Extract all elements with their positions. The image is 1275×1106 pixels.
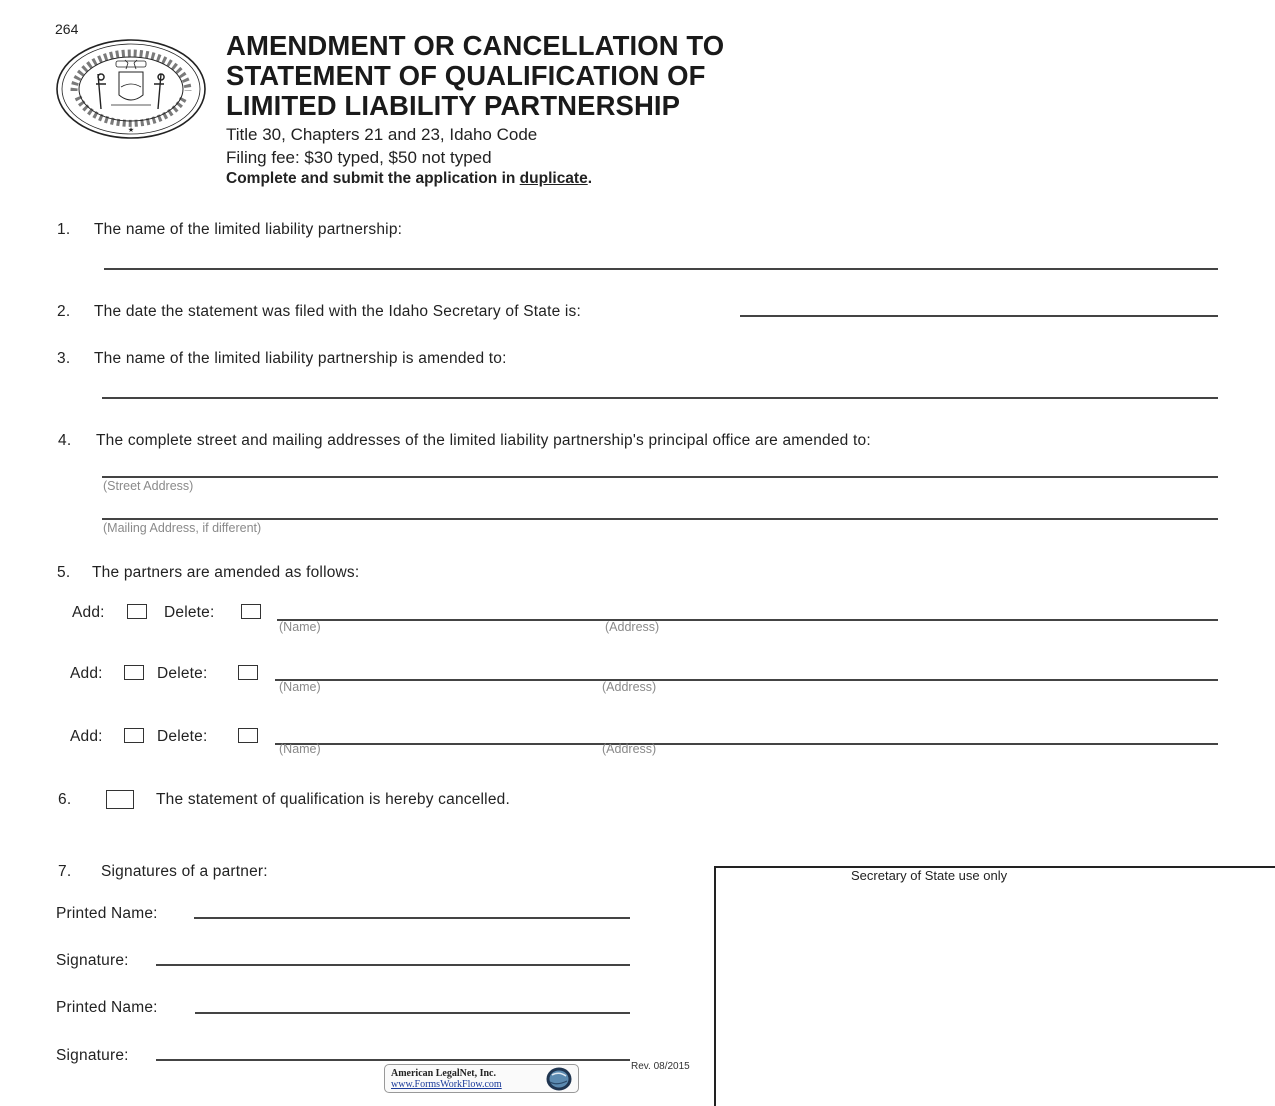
filing-date-field[interactable]	[740, 297, 1222, 317]
printed-name-label: Printed Name:	[56, 905, 158, 922]
delete-label: Delete:	[164, 604, 215, 621]
partner-underline	[275, 679, 1218, 681]
llp-name-underline	[104, 268, 1218, 270]
form-number: 264	[55, 21, 79, 37]
q6-number: 6.	[58, 791, 72, 808]
partner-underline	[277, 619, 1218, 621]
partner-underline	[275, 743, 1218, 745]
printed-name-underline	[195, 1012, 630, 1014]
vendor-link[interactable]: www.FormsWorkFlow.com	[391, 1079, 502, 1090]
duplicate-emphasis: duplicate	[519, 170, 588, 187]
title-line: AMENDMENT OR CANCELLATION TO	[226, 30, 725, 61]
idaho-state-seal	[56, 39, 207, 140]
q2-number: 2.	[57, 303, 71, 320]
q3-number: 3.	[57, 350, 71, 367]
printed-name-underline	[194, 917, 630, 919]
globe-icon	[540, 1067, 574, 1091]
filing-fee: Filing fee: $30 typed, $50 not typed	[226, 148, 492, 167]
delete-label: Delete:	[157, 728, 208, 745]
name-hint: (Name)	[279, 620, 321, 634]
delete-label: Delete:	[157, 665, 208, 682]
address-hint: (Address)	[602, 742, 657, 756]
signature-underline	[156, 964, 630, 966]
add-label: Add:	[70, 665, 103, 682]
partner-name-address-field[interactable]	[275, 725, 1222, 745]
submission-instruction: Complete and submit the application in duplicate.	[226, 170, 593, 187]
add-checkbox[interactable]	[124, 665, 144, 680]
signature-label: Signature:	[56, 952, 129, 969]
q7-number: 7.	[58, 863, 72, 880]
delete-checkbox[interactable]	[241, 604, 261, 619]
q1-number: 1.	[57, 221, 71, 238]
add-label: Add:	[70, 728, 103, 745]
partner-name-address-field[interactable]	[277, 601, 1222, 621]
filing-date-underline	[740, 315, 1218, 317]
address-hint: (Address)	[602, 680, 657, 694]
title-line: LIMITED LIABILITY PARTNERSHIP	[226, 90, 681, 121]
add-label: Add:	[72, 604, 105, 621]
partner-name-address-field[interactable]	[275, 661, 1222, 681]
add-checkbox[interactable]	[124, 728, 144, 743]
street-address-underline	[102, 476, 1218, 478]
street-address-hint: (Street Address)	[103, 479, 194, 493]
signature-underline	[156, 1059, 630, 1061]
name-hint: (Name)	[279, 742, 321, 756]
q6-label: The statement of qualification is hereby cancelled.	[156, 791, 510, 808]
printed-name-label: Printed Name:	[56, 999, 158, 1016]
add-checkbox[interactable]	[127, 604, 147, 619]
revision-date: Rev. 08/2015	[631, 1061, 690, 1072]
secretary-of-state-box	[714, 866, 1275, 1106]
q5-number: 5.	[57, 564, 71, 581]
llp-name-field[interactable]	[104, 248, 1222, 270]
title-line: STATEMENT OF QUALIFICATION OF	[226, 60, 706, 91]
sos-use-only-label: Secretary of State use only	[851, 868, 1008, 883]
q5-label: The partners are amended as follows:	[92, 564, 360, 581]
vendor-logo[interactable]	[384, 1064, 579, 1093]
mailing-address-underline	[102, 518, 1218, 520]
q4-number: 4.	[58, 432, 72, 449]
q4-label: The complete street and mailing addresses of the limited liability partnership's principal office are amended to:	[96, 432, 871, 449]
name-hint: (Name)	[279, 680, 321, 694]
street-address-field[interactable]	[102, 458, 1222, 478]
q7-label: Signatures of a partner:	[101, 863, 268, 880]
address-hint: (Address)	[605, 620, 660, 634]
q2-label: The date the statement was filed with the Idaho Secretary of State is:	[94, 303, 582, 320]
seal-icon	[56, 39, 207, 140]
q1-label: The name of the limited liability partnership:	[94, 221, 403, 238]
form-title	[226, 31, 724, 121]
delete-checkbox[interactable]	[238, 665, 258, 680]
svg-text:★: ★	[127, 126, 135, 134]
mailing-address-field[interactable]	[102, 500, 1222, 520]
q3-label: The name of the limited liability partnership is amended to:	[94, 350, 507, 367]
mailing-address-hint: (Mailing Address, if different)	[103, 521, 262, 535]
amended-name-underline	[102, 397, 1218, 399]
statute-reference: Title 30, Chapters 21 and 23, Idaho Code	[226, 125, 538, 144]
amended-name-field[interactable]	[102, 377, 1222, 399]
vendor-name: American LegalNet, Inc.	[391, 1068, 496, 1079]
cancel-statement-checkbox[interactable]	[106, 790, 134, 809]
signature-label: Signature:	[56, 1047, 129, 1064]
delete-checkbox[interactable]	[238, 728, 258, 743]
